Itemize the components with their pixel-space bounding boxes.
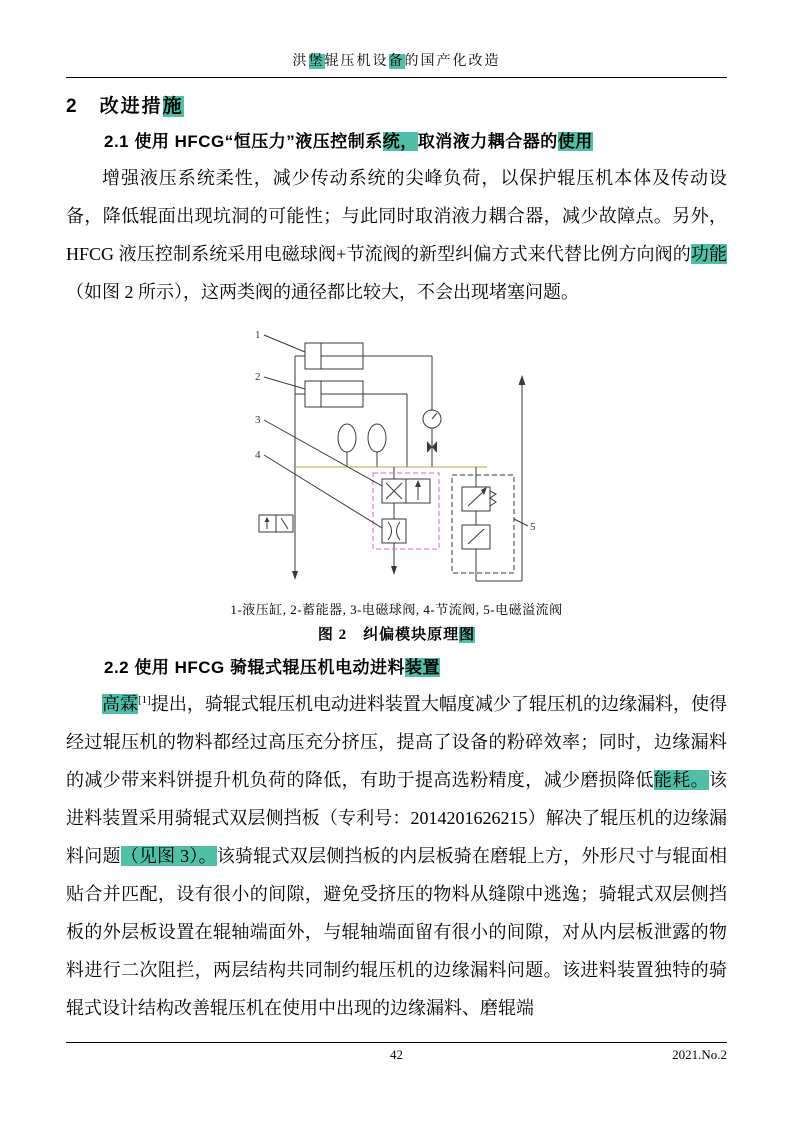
callout-2: 2 xyxy=(254,371,260,383)
solenoid-ball-valve xyxy=(382,467,430,503)
issue-number: 2021.No.2 xyxy=(672,1047,727,1062)
hydraulic-schematic-diagram xyxy=(247,319,547,597)
figure-2 xyxy=(66,319,727,644)
hydraulic-cylinder-2 xyxy=(305,381,407,467)
return-line xyxy=(518,375,525,581)
callout-5: 5 xyxy=(529,521,535,533)
header-rule xyxy=(66,77,727,78)
paragraph-2: 高霖[1]提出，骑辊式辊压机电动进料装置大幅度减少了辊压机的边缘漏料，使得经过辊压机的物料都经过高压充分挤压，提高了设备的粉碎效率；同时，边缘漏料的减少带来料饼提升机负荷的降低，有助于提高选粉精度，减少磨损降低能耗。该进料装置采用骑辊式双层侧挡板（专利号：2014201626215）解决了辊压机的边缘漏料问题（见图 3）。该骑辊式双层侧挡板的内层板骑在磨辊上方，外形尺寸与辊面相贴合并匹配，设有很小的间隙，避免受挤压的物料从缝隙中逃逸；骑辊式双层侧挡板的外层板设置在辊轴端面外，与辊轴端面留有很小的间隙，对从内层板泄露的物料进行二次阻拦，两层结构共同制约辊压机的边缘漏料问题。该进料装置独特的骑辊式设计结构改善辊压机在使用中出现的边缘漏料、磨辊端 xyxy=(66,694,728,1018)
footer-rule xyxy=(66,1042,727,1043)
accumulator-1-icon xyxy=(338,424,356,467)
callout-1: 1 xyxy=(254,329,260,341)
throttle-valve xyxy=(382,503,406,575)
hydraulic-cylinder-1 xyxy=(305,343,432,369)
pressure-gauge-icon xyxy=(423,356,441,467)
subsection-heading-2-1: 2.1 使用 HFCG“恒压力”液压控制系统，取消液力耦合器的使用 xyxy=(104,132,593,151)
tank-arrow-icon xyxy=(292,571,298,580)
callout-3: 3 xyxy=(254,414,260,426)
figure-legend: 1-液压缸, 2-蓄能器, 3-电磁球阀, 4-节流阀, 5-电磁溢流阀 xyxy=(230,602,563,617)
paragraph-1: 增强液压系统柔性，减少传动系统的尖峰负荷，以保护辊压机本体及传动设备，降低辊面出现坑洞的可能性；与此同时取消液力耦合器，减少故障点。另外，HFCG 液压控制系统采用电磁球阀+节流阀的新型纠偏方式来代替比例方向阀的功能（如图 2 所示），这两类阀的通径都比较大，不会出现堵塞问题。 xyxy=(66,168,728,302)
directional-valve xyxy=(259,515,293,532)
subsection-heading-2-2: 2.2 使用 HFCG 骑辊式辊压机电动进料装置 xyxy=(104,658,440,677)
footer-row xyxy=(66,1047,727,1067)
page-footer xyxy=(66,1042,727,1067)
accumulator-2-icon xyxy=(368,424,386,467)
page-number: 42 xyxy=(390,1047,403,1062)
callout-leader-lines xyxy=(264,335,528,528)
running-header: 洪堡辊压机设备的国产化改造 xyxy=(292,54,501,69)
solenoid-relief-valve xyxy=(452,467,522,581)
callout-4: 4 xyxy=(254,449,260,461)
figure-caption: 图 2 纠偏模块原理图 xyxy=(317,627,476,643)
section-heading: 2 改进措施 xyxy=(66,96,184,117)
